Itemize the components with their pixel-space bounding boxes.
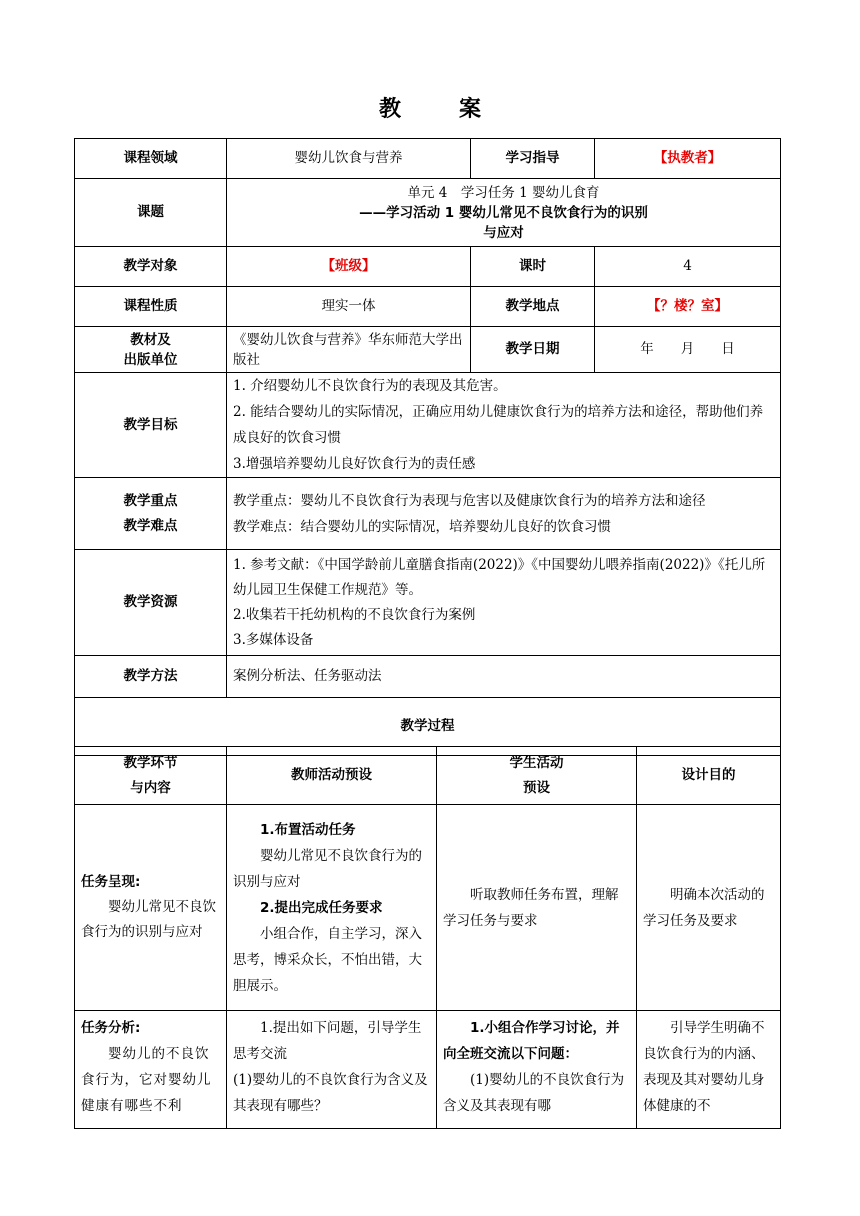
task2-teacher [227,1011,437,1129]
process-table [74,746,781,1129]
goal-item-2: 2. 能结合婴幼儿的实际情况，正确应用幼儿健康饮食行为的培养方法和途径，帮助他们养成良好的饮食习惯 [233,404,764,446]
task1-teacher [227,805,437,1011]
label-key-difficult [75,478,227,550]
resource-item-1: 1. 参考文献：《中国学龄前儿童膳食指南(2022)》《中国婴幼儿喂养指南(2022)》《托儿所幼儿园卫生保健工作规范》等。 [233,556,766,598]
class-hours-value: 4 [595,247,781,287]
label-textbook-line-2: 出版单位 [123,351,178,368]
column-stage-line-2: 与内容 [130,779,171,796]
teaching-goals-value [227,373,781,478]
topic-line-2: ——学习活动 1 婴幼儿常见不良饮食行为的识别 [359,204,648,221]
task1-student-text: 听取教师任务布置，理解学习任务与要求 [443,886,619,929]
textbook-value: 《婴幼儿饮食与营养》华东师范大学出版社 [227,327,471,373]
label-class-hours: 课时 [471,247,595,287]
task1-teacher-text-2: 小组合作，自主学习，深入思考，博采众长，不怕出错，大胆展示。 [233,925,422,994]
page-title: 教 案 [378,97,499,122]
label-textbook-line-1: 教材及 [130,331,171,348]
column-stage-line-1: 教学环节 [123,754,178,771]
label-difficult-points: 教学难点 [123,517,178,534]
label-teaching-goals: 教学目标 [75,373,227,478]
task2-student-heading: 1.小组合作学习讨论，并向全班交流以下问题： [443,1020,620,1062]
label-teaching-resources: 教学资源 [75,550,227,656]
goal-item-3: 3.增强培养婴幼儿良好饮食行为的责任感 [233,456,476,472]
task1-teacher-heading-2: 2.提出完成任务要求 [260,899,383,916]
topic-value [227,179,781,247]
task2-student-text: (1)婴幼儿的不良饮食行为含义及其表现有哪 [443,1072,625,1114]
task2-stage-text: 婴幼儿的不良饮食行为，它对婴幼儿健康有哪些不利 [81,1046,212,1114]
label-teaching-method: 教学方法 [75,656,227,698]
key-points-text: 教学重点：婴幼儿不良饮食行为表现与危害以及健康饮食行为的培养方法和途径 [233,492,706,509]
label-teaching-place: 教学地点 [471,287,595,327]
label-topic: 课题 [75,179,227,247]
task1-purpose-text: 明确本次活动的学习任务及要求 [643,886,765,929]
teaching-process-heading: 教学过程 [75,698,781,756]
lesson-plan-table [74,138,781,756]
column-teacher-header: 教师活动预设 [227,747,437,805]
label-course-domain: 课程领域 [75,139,227,179]
label-guide: 学习指导 [471,139,595,179]
label-teaching-object: 教学对象 [75,247,227,287]
task2-purpose-text: 引导学生明确不良饮食行为的内涵、表现及其对婴幼儿身体健康的不 [643,1020,765,1114]
difficult-points-text: 教学难点：结合婴幼儿的实际情况，培养婴幼儿良好的饮食习惯 [233,518,611,535]
label-textbook [75,327,227,373]
task2-student [437,1011,637,1129]
task1-purpose [637,805,781,1011]
label-course-nature: 课程性质 [75,287,227,327]
label-teaching-date: 教学日期 [471,327,595,373]
task1-teacher-text-1: 婴幼儿常见不良饮食行为的识别与应对 [233,847,422,890]
task2-stage [75,1011,227,1129]
task2-teacher-text-2: (1)婴幼儿的不良饮食行为含义及其表现有哪些？ [233,1072,428,1114]
goal-item-1: 1. 介绍婴幼儿不良饮食行为的表现及其危害。 [233,378,507,394]
task2-stage-title: 任务分析: [81,1020,141,1036]
task1-stage-title: 任务呈现: [81,874,141,890]
task1-stage [75,805,227,1011]
column-student-header [437,747,637,805]
task2-purpose [637,1011,781,1129]
task2-teacher-text-1: 1.提出如下问题，引导学生思考交流 [233,1020,422,1062]
guide-value: 【执教者】 [595,139,781,179]
column-student-line-2: 预设 [523,779,550,796]
course-nature-value: 理实一体 [227,287,471,327]
task1-student [437,805,637,1011]
column-student-line-1: 学生活动 [509,754,564,771]
resource-item-3: 3.多媒体设备 [233,631,314,648]
task1-stage-text: 婴幼儿常见不良饮食行为的识别与应对 [81,899,216,940]
teaching-place-value: 【？楼？室】 [595,287,781,327]
column-purpose-header: 设计目的 [637,747,781,805]
teaching-object-value: 【班级】 [227,247,471,287]
course-domain-value: 婴幼儿饮食与营养 [227,139,471,179]
column-stage-header [75,747,227,805]
teaching-resources-value [227,550,781,656]
task1-teacher-heading-1: 1.布置活动任务 [260,821,356,838]
topic-line-1: 单元 4 学习任务 1 婴幼儿食育 [407,184,600,201]
teaching-date-value: 年 月 日 [595,327,781,373]
key-difficult-value [227,478,781,550]
topic-line-3: 与应对 [483,224,524,241]
teaching-method-value: 案例分析法、任务驱动法 [227,656,781,698]
label-key-points: 教学重点 [123,492,178,509]
resource-item-2: 2.收集若干托幼机构的不良饮食行为案例 [233,606,476,623]
